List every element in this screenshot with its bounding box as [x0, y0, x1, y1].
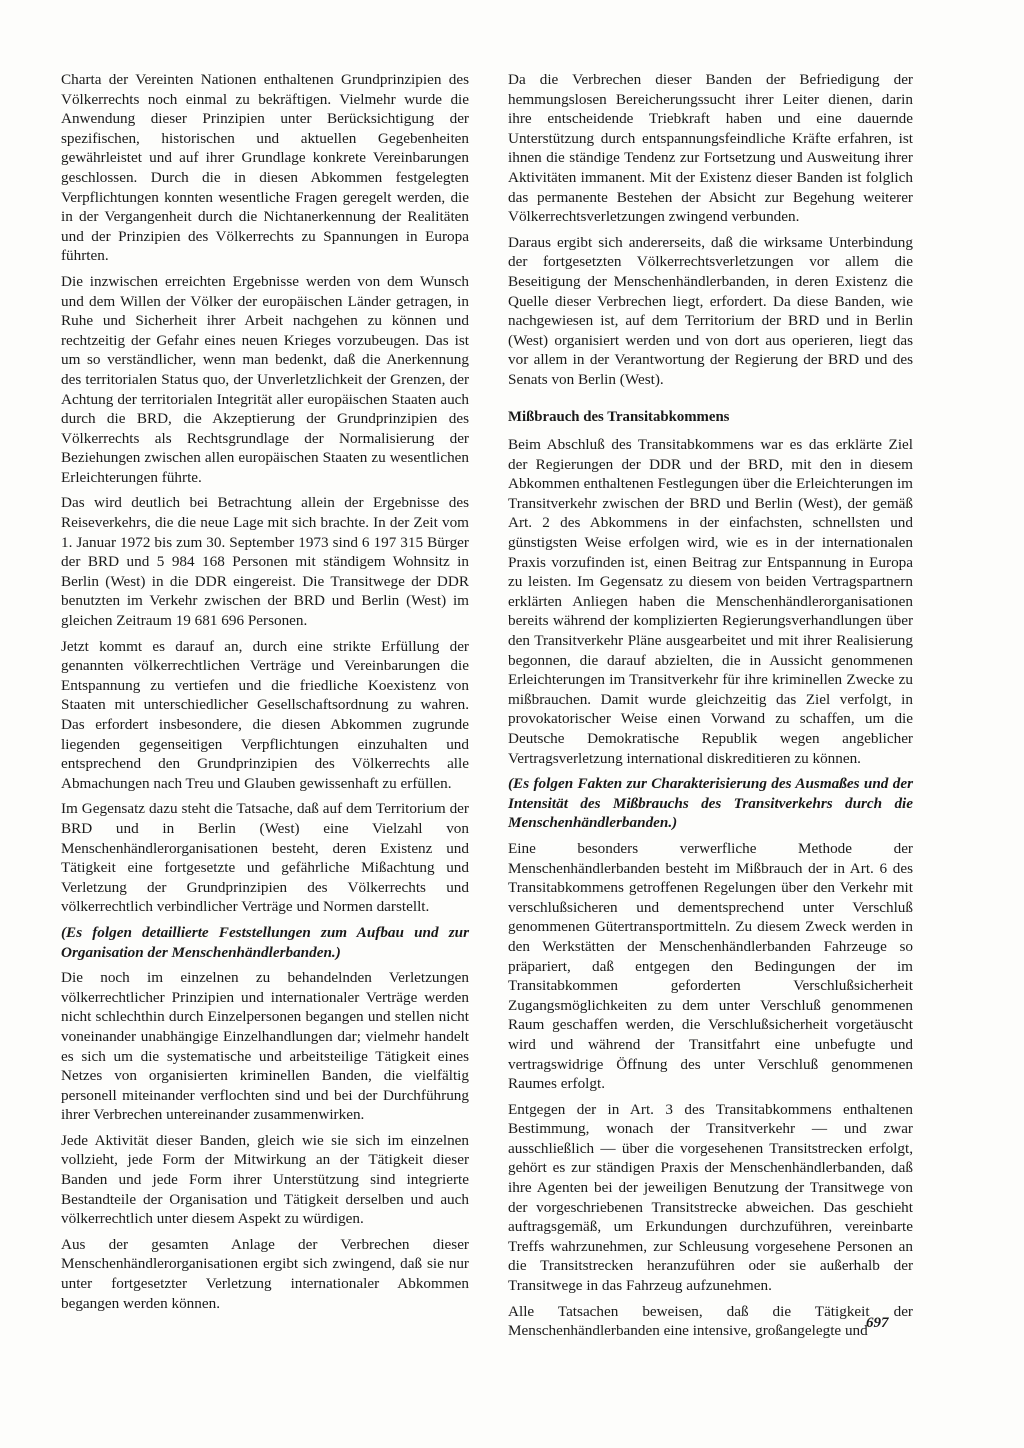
paragraph: Charta der Vereinten Nationen enthaltenen Grundprinzipien des Völkerrechts noch einmal zu bekräftigen. Vielmehr wurde die Anwendung dieser Prinzipien unter Berücksichtigung der spezifischen, historischen und aktuellen Gegebenheiten gewährleistet und auf ihrer Grundlage konkrete Vereinbarungen geschlossen. Durch die in diesen Abkommen festgelegten Verpflichtungen konnten wesentliche Fragen geregelt werden, die in der Vergangenheit durch die Nichtanerkennung der Realitäten und der Prinzipien des Völkerrechts zu Spannungen in Europa führten. [61, 71, 469, 265]
paragraph: Jede Aktivität dieser Banden, gleich wie sie sich im einzelnen vollzieht, jede Form der Mitwirkung an der Tätigkeit dieser Banden und jede Form ihrer Unterstützung sind integrierte Bestandteile der Organisation und Tätigkeit derselben und auch völkerrechtlich unter diesem Aspekt zu würdigen. [61, 1131, 469, 1228]
right-column [508, 70, 913, 1347]
paragraph: Daraus ergibt sich andererseits, daß die wirksame Unterbindung der fortgesetzten Völkerrechtsverletzungen vor allem die Beseitigung der Menschenhändlerbanden, in deren Existenz die Quelle dieser Verbrechen liegt, erfordert. Da diese Banden, wie nachgewiesen ist, auf dem Territorium der BRD und in Berlin (West) organisiert werden und von dort aus operieren, liegt das vor allem in der Verantwortung der Regierung der BRD und des Senats von Berlin (West). [508, 233, 913, 388]
editorial-note: (Es folgen detaillierte Feststellungen zum Aufbau und zur Organisation der Menschenhändlerbanden.) [61, 923, 469, 961]
paragraph: Die inzwischen erreichten Ergebnisse werden von dem Wunsch und dem Willen der Völker der europäischen Länder getragen, in Ruhe und Sicherheit ihrer Arbeit nachgehen zu können und rechtzeitig der Gefahr eines neuen Krieges vorzubeugen. Das ist um so verständlicher, wenn man bedenkt, daß die Anerkennung des territorialen Status quo, der Unverletzlichkeit der Grenzen, der Achtung der territorialen Integrität aller europäischen Staaten auch durch die BRD, die Akzeptierung der Grundprinzipien des Völkerrechts als Rechtsgrundlage der Normalisierung der Beziehungen zwischen allen europäischen Staaten zu wesentlichen Erleichterungen führte. [61, 272, 469, 486]
section-heading: Mißbrauch des Transitabkommens [508, 408, 730, 425]
paragraph: Jetzt kommt es darauf an, durch eine strikte Erfüllung der genannten völkerrechtlichen Verträge und Vereinbarungen die Entspannung zu vertiefen und die friedliche Koexistenz von Staaten mit unterschiedlicher Gesellschaftsordnung zu wahren. Das erfordert insbesondere, die diesen Abkommen zugrunde liegenden gegenseitigen Verpflichtungen einzuhalten und entsprechend den Grundprinzipien des Völkerrechts alle Abmachungen nach Treu und Glauben gewissenhaft zu erfüllen. [61, 637, 469, 792]
paragraph: Da die Verbrechen dieser Banden der Befriedigung der hemmungslosen Bereicherungssucht ihrer Leiter dienen, darin ihre entscheidende Triebkraft haben und eine dauernde Unterstützung durch entspannungsfeindliche Kräfte erfahren, ist ihnen die ständige Tendenz zur Fortsetzung und Ausweitung ihrer Aktivitäten immanent. Mit der Existenz dieser Banden ist folglich das permanente Bestehen der Absicht zur Begehung weiterer Völkerrechtsverletzungen zwingend verbunden. [508, 71, 913, 226]
paragraph: Beim Abschluß des Transitabkommens war es das erklärte Ziel der Regierungen der DDR und der BRD, mit den in diesem Abkommen enthaltenen Festlegungen über die Erleichterungen im Transitverkehr zwischen der BRD und Berlin (West), der gemäß Art. 2 des Abkommens in der einfachsten, schnellsten und günstigsten Weise erfolgen wird, wie es in der internationalen Praxis vorzufinden ist, einen Beitrag zur Entspannung in Europa zu leisten. Im Gegensatz zu diesem von beiden Vertragspartnern erklärten Anliegen haben die Menschenhändlerorganisationen bereits während der komplizierten Regierungsverhandlungen über den Transitverkehr Pläne ausgearbeitet und mit ihrer Realisierung begonnen, die darauf abzielten, die in Aussicht genommenen Erleichterungen im Transitverkehr für ihre kriminellen Zwecke zu mißbrauchen. Damit wurde gleichzeitig das Ziel verfolgt, in provokatorischer Weise einen Vorwand zu schaffen, um die Deutsche Demokratische Republik wegen angeblicher Vertragsverletzung international diskreditieren zu können. [508, 436, 913, 767]
paragraph: Eine besonders verwerfliche Methode der Menschenhändlerbanden besteht im Mißbrauch der in Art. 6 des Transitabkommens getroffenen Regelungen über den Verkehr mit verschlußsicheren und dementsprechend unter Verschluß genommenen Gütertransportmitteln. Zu diesem Zweck werden in den Werkstätten der Menschenhändlerbanden Fahrzeuge so präpariert, daß entgegen den Bedingungen der im Transitabkommen geforderten Verschlußsicherheit Zugangsmöglichkeiten zu dem unter Verschluß genommenen Raum geschaffen werden, die Verschlußsicherheit vorgetäuscht wird und während der Transitfahrt eine unbefugte und vertragswidrige Öffnung des unter Verschluß genommenen Raumes erfolgt. [508, 839, 913, 1093]
left-column [61, 70, 469, 1319]
paragraph: Entgegen der in Art. 3 des Transitabkommens enthaltenen Bestimmung, wonach der Transitverkehr — und zwar ausschließlich — über die vorgesehenen Transitstrecken erfolgt, gehört es zur ständigen Praxis der Menschenhändlerbanden, daß ihre Agenten bei der jeweiligen Benutzung der Transitwege von der vorgeschriebenen Transitstrecke abweichen. Das geschieht auftragsgemäß, um Erkundungen durchzuführen, vereinbarte Treffs wahrzunehmen, zur Schleusung vorgesehene Personen an die Transitstrecken heranzuführen oder sie außerhalb der Transitwege in das Fahrzeug aufzunehmen. [508, 1100, 913, 1295]
paragraph: Das wird deutlich bei Betrachtung allein der Ergebnisse des Reiseverkehrs, die die neue Lage mit sich brachte. In der Zeit vom 1. Januar 1972 bis zum 30. September 1973 sind 6 197 315 Bürger der BRD und 5 984 168 Personen mit ständigem Wohnsitz in Berlin (West) in die DDR eingereist. Die Transitwege der DDR benutzten im Verkehr zwischen der BRD und Berlin (West) im gleichen Zeitraum 19 681 696 Personen. [61, 494, 469, 630]
editorial-note: (Es folgen Fakten zur Charakterisierung des Ausmaßes und der Intensität des Mißbrauchs des Transitverkehrs durch die Menschenhändlerbanden.) [508, 775, 913, 832]
page-number: 697 [866, 1315, 889, 1331]
paragraph: Im Gegensatz dazu steht die Tatsache, daß auf dem Territorium der BRD und in Berlin (West) eine Vielzahl von Menschenhändlerorganisationen besteht, deren Existenz und Tätigkeit eine fortgesetzte und gefährliche Mißachtung und Verletzung der Grundprinzipien des Völkerrechts und völkerrechtlich verbindlicher Verträge und Normen darstellt. [61, 800, 469, 916]
paragraph: Die noch im einzelnen zu behandelnden Verletzungen völkerrechtlicher Prinzipien und internationaler Verträge werden nicht schlechthin durch Einzelpersonen begangen und stellen nicht voneinander unabhängige Einzelhandlungen dar; vielmehr handelt es sich um die systematische und arbeitsteilige Tätigkeit eines Netzes von organisierten kriminellen Banden, die vielfältig personell miteinander verflochten sind und bei der Durchführung ihrer Verbrechen untereinander zusammenwirken. [61, 969, 469, 1124]
paragraph: Aus der gesamten Anlage der Verbrechen dieser Menschenhändlerorganisationen ergibt sich zwingend, daß sie nur unter fortgesetzter Verletzung internationaler Abkommen begangen werden können. [61, 1235, 469, 1312]
paragraph: Alle Tatsachen beweisen, daß die Tätigkeit der Menschenhändlerbanden eine intensive, großangelegte und [508, 1302, 913, 1340]
